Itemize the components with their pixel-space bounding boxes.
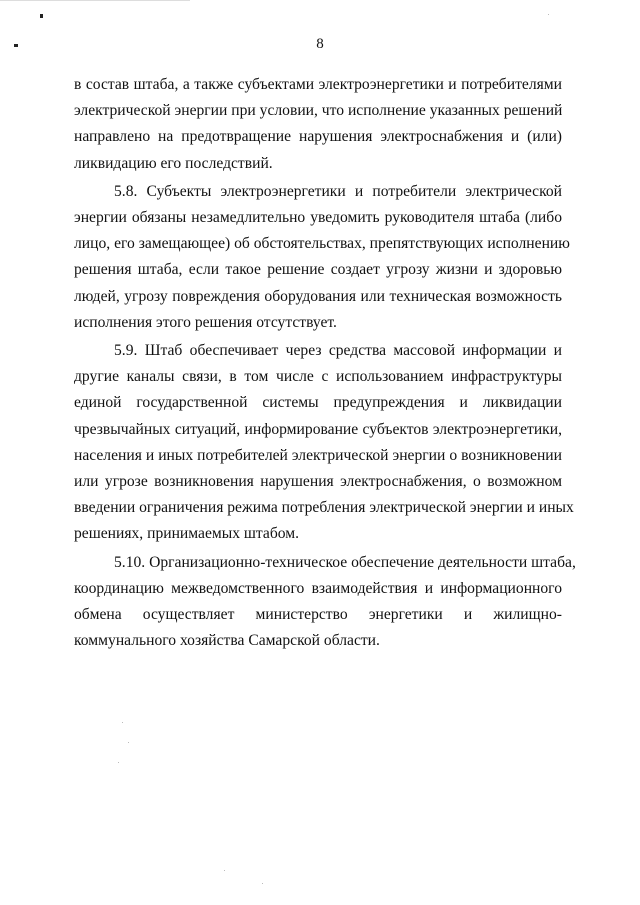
document-body: [74, 72, 576, 656]
text-line: или угрозе возникновения нарушения электроснабжения, о возможном: [74, 473, 562, 491]
text-line: 5.8. Субъекты электроэнергетики и потребители электрической: [114, 182, 562, 200]
text-line: коммунального хозяйства Самарской области.: [74, 632, 380, 650]
scan-speck: [262, 883, 263, 884]
paragraph-5-9: [74, 338, 574, 548]
text-line: единой государственной системы предупреждения и ликвидации: [74, 394, 562, 412]
text-line: другие каналы связи, в том числе с использованием инфраструктуры: [74, 368, 562, 386]
page-number: 8: [316, 36, 324, 52]
scan-edge-line: [0, 0, 190, 1]
scan-speck: [122, 722, 123, 723]
text-line: в состав штаба, а также субъектами электроэнергетики и потребителями: [74, 76, 562, 93]
text-line: чрезвычайных ситуаций, информирование субъектов электроэнергетики,: [74, 420, 562, 438]
text-line: 5.9. Штаб обеспечивает через средства массовой информации и: [114, 342, 562, 360]
scan-speck: [128, 742, 129, 743]
text-line: людей, угрозу повреждения оборудования или техническая возможность: [74, 287, 562, 305]
scan-speck: [118, 762, 119, 763]
text-line: энергии обязаны незамедлительно уведомить руководителя штаба (либо: [74, 209, 562, 227]
text-line: введении ограничения режима потребления электрической энергии и иных: [74, 499, 574, 517]
text-line: исполнения этого решения отсутствует.: [74, 313, 337, 331]
text-line: решениях, принимаемых штабом.: [74, 525, 300, 543]
text-line: решения штаба, если такое решение создает угрозу жизни и здоровью: [74, 261, 562, 279]
text-line: лицо, его замещающее) об обстоятельствах, препятствующих исполнению: [74, 235, 570, 253]
text-line: 5.10. Организационно-техническое обеспечение деятельности штаба,: [114, 553, 576, 571]
scan-speck: [224, 870, 225, 871]
text-line: обмена осуществляет министерство энергетики и жилищно-: [74, 606, 562, 624]
paragraph-5-10: [74, 550, 576, 655]
scan-dot-mark: [40, 14, 43, 18]
paragraph-5-8: [74, 179, 570, 336]
text-line: населения и иных потребителей электрической энергии о возникновении: [74, 446, 562, 464]
text-line: электрической энергии при условии, что исполнение указанных решений: [74, 102, 563, 120]
text-line: направлено на предотвращение нарушения электроснабжения и (или): [74, 128, 562, 146]
text-line: координацию межведомственного взаимодействия и информационного: [74, 579, 562, 597]
scan-speck: [548, 14, 549, 15]
paragraph-continuation: [74, 72, 562, 177]
text-line: ликвидацию его последствий.: [74, 154, 273, 172]
